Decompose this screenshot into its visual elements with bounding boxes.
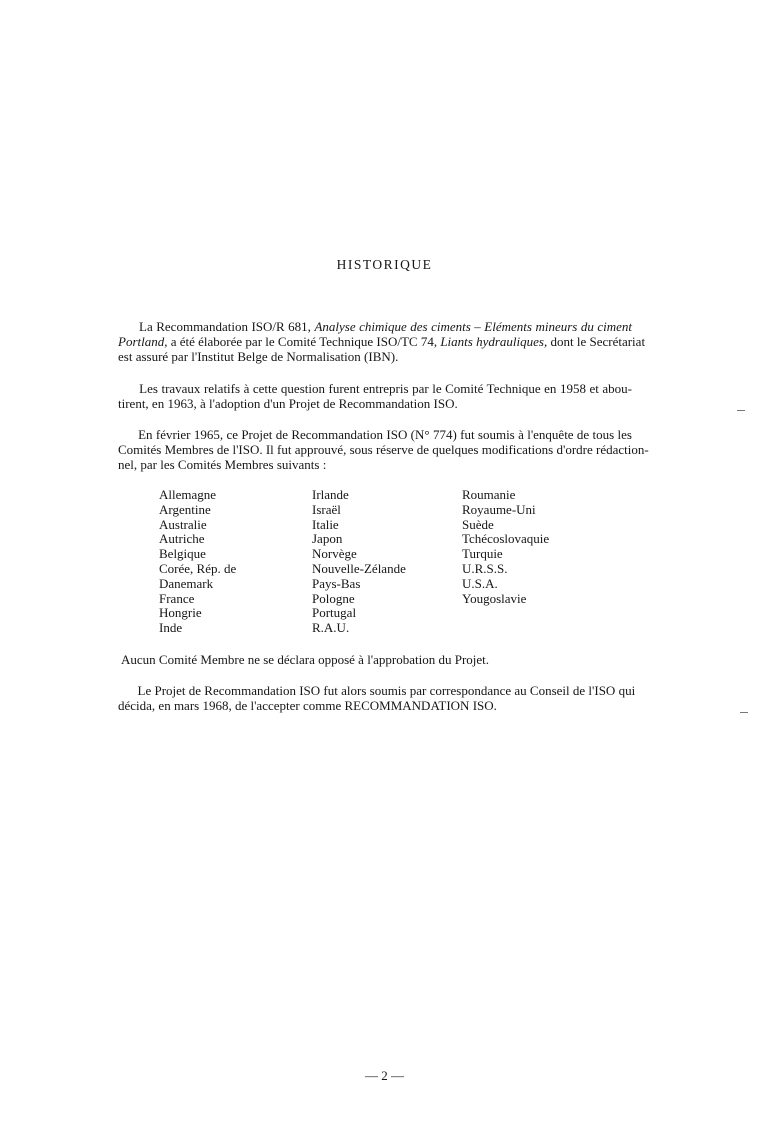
country-item: Suède [462,516,494,532]
country-item: Japon [312,531,343,547]
country-item: Italie [312,516,339,532]
country-item: U.S.A. [462,575,498,591]
page-title: HISTORIQUE [336,257,433,272]
paragraph-line: Les travaux relatifs à cette question furent entrepris par le Comité Technique en 1958 et abou- [139,381,632,396]
country-item: R.A.U. [312,620,350,636]
paragraph-origin [118,319,646,364]
country-item: Hongrie [159,605,202,621]
title-italic: Analyse chimique des ciments – Eléments mineurs du ciment [314,319,633,334]
margin-mark [740,712,748,713]
country-item: Nouvelle-Zélande [312,560,406,576]
country-item: Allemagne [159,487,217,502]
country-item: Inde [159,620,183,636]
country-item: Danemark [159,575,214,591]
paragraph-line: Portland, a été élaborée par le Comité Technique ISO/TC 74, Liants hydrauliques, dont le Secrétariat [118,334,646,349]
paragraph-line: décida, en mars 1968, de l'accepter comme RECOMMANDATION ISO. [118,698,497,713]
country-item: Portugal [312,605,357,621]
country-item: Belgique [159,546,206,562]
paragraph-line: nel, par les Comités Membres suivants : [118,457,327,472]
country-item: Israël [312,501,341,517]
country-item: Irlande [312,487,349,502]
country-item: Norvège [312,546,357,562]
country-column-1 [159,488,236,636]
paragraph-line: Comités Membres de l'ISO. Il fut approuvé, sous réserve de quelques modifications d'ordre rédaction- [118,442,649,457]
paragraph-vote [118,427,649,472]
paragraph-line: La Recommandation ISO/R 681, Analyse chimique des ciments – Eléments mineurs du ciment [139,319,633,334]
country-item: Tchécoslovaquie [462,531,550,547]
country-item: France [159,590,195,606]
paragraph-no-opposition: Aucun Comité Membre ne se déclara opposé à l'approbation du Projet. [121,652,490,667]
country-column-2 [312,488,406,636]
paragraph-line: En février 1965, ce Projet de Recommandation ISO (N° 774) fut soumis à l'enquête de tous les [138,427,632,442]
paragraph-line: est assuré par l'Institut Belge de Normalisation (IBN). [118,349,399,364]
country-item: Autriche [159,531,205,547]
country-item: Argentine [159,501,211,517]
country-item: Yougoslavie [462,590,527,606]
country-item: Roumanie [462,487,516,502]
page-number: — 2 — [365,1068,404,1083]
country-column-3 [462,488,549,606]
country-item: U.R.S.S. [462,560,508,576]
paragraph-work [118,381,632,411]
country-item: Pologne [312,590,355,606]
country-item: Royaume-Uni [462,501,536,517]
country-item: Pays-Bas [312,575,361,591]
country-item: Corée, Rép. de [159,560,237,576]
paragraph-approval [118,683,636,713]
country-item: Australie [159,516,207,532]
paragraph-line: Le Projet de Recommandation ISO fut alors soumis par correspondance au Conseil de l'ISO qui [137,683,636,698]
margin-mark [737,410,745,411]
paragraph-line: tirent, en 1963, à l'adoption d'un Projet de Recommandation ISO. [118,396,458,411]
country-item: Turquie [462,546,503,562]
